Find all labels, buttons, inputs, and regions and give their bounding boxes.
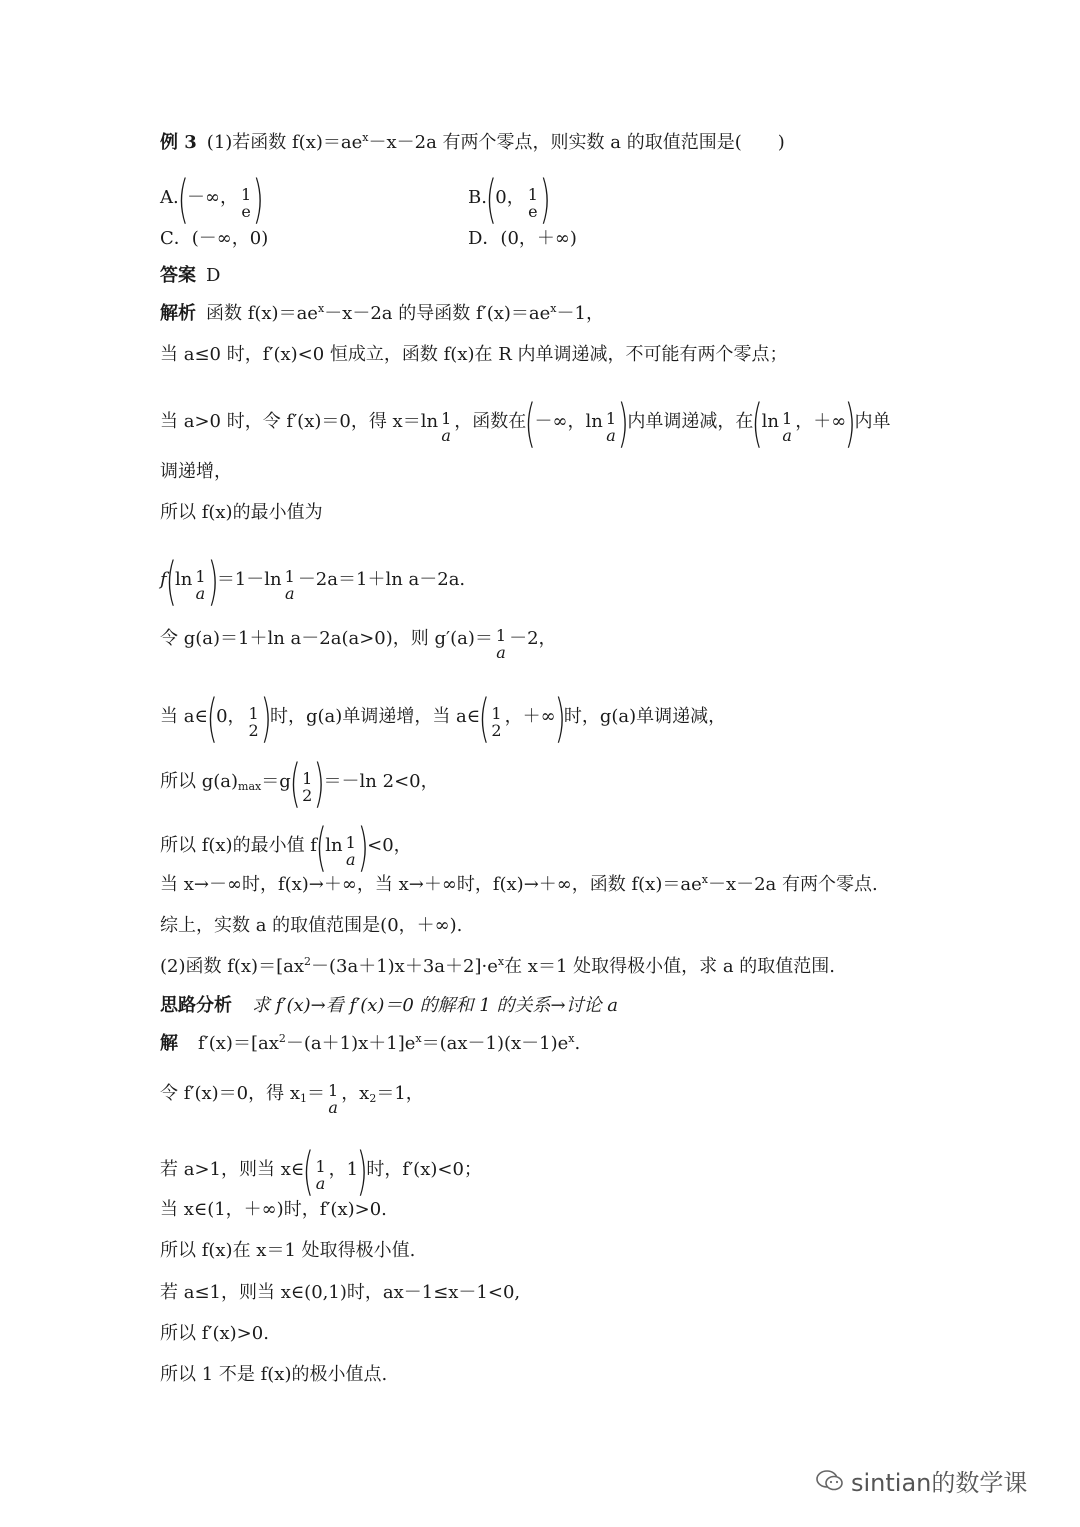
g-max: 所以 $g(a)_{max}=g$( 1 2 )＝－ln 2<0， bbox=[160, 754, 439, 814]
case-a-gt-1: 若 a>1，则当 x∈( 1 a ，1)时，f′(x)<0； bbox=[160, 1142, 482, 1202]
part-2-problem: (2)函数 $f(x)=[ax^2-(3a+1)x+3a+2]\cdot e^x$在 x＝1 处取得极小值，求 a 的取值范围. bbox=[160, 955, 836, 977]
increasing-note: 调递增， bbox=[160, 461, 232, 482]
option-c: C．(－∞，0) bbox=[160, 228, 269, 249]
g-definition: 令 g(a)＝1＋ln a－2a(a>0)，则 g′(a)＝ 1 a －2， bbox=[160, 626, 557, 662]
solution: 解 $f'(x)=[ax^2-(a+1)x+1]e^x=(ax-1)(x-1)e^x$. bbox=[160, 1032, 581, 1054]
not-minimum: 所以 1 不是 f(x)的极小值点. bbox=[160, 1364, 388, 1385]
answer: 答案 D bbox=[160, 265, 221, 286]
option-b: B.(0， 1 e ) bbox=[468, 170, 551, 230]
case-a-le-1: 若 a≤1，则当 x∈(0,1)时，ax－1≤x－1<0, bbox=[160, 1282, 521, 1303]
roots: 令 f′(x)＝0，得 $x_1=$ 1 a ，$x_2=1$， bbox=[160, 1081, 424, 1117]
case-a-le-0: 当 a≤0 时，f′(x)<0 恒成立，函数 f(x)在 R 内单调递减，不可能有两个零点； bbox=[160, 344, 788, 365]
analysis: 解析 函数 $f(x)=ae^x-x-2a$ 的导函数 $f'(x)=ae^x-1$， bbox=[160, 302, 604, 324]
min-value-intro: 所以 f(x)的最小值为 bbox=[160, 502, 323, 523]
example-title: 例 3 (1)若函数 $f(x)=ae^x-x-2a$ 有两个零点，则实数 a 的取值范围是( ) bbox=[160, 131, 785, 153]
derivative-positive: 所以 f′(x)>0. bbox=[160, 1323, 269, 1344]
case-a-gt-0: 当 a>0 时，令 f′(x)＝0，得 x＝ln 1 a ，函数在(－∞，ln 1 a )内单调递减，在(ln 1 a ，＋∞)内单 bbox=[160, 394, 891, 454]
option-a: A.(－∞， 1 e ) bbox=[160, 170, 264, 230]
g-monotonic: 当 a∈(0， 1 2 )时，g(a)单调递增，当 a∈( 1 2 ，＋∞)时，g(a)单调递减， bbox=[160, 689, 727, 749]
option-d: D．(0，＋∞) bbox=[468, 228, 577, 249]
f-min-negative: 所以 f(x)的最小值 f(ln 1 a )<0， bbox=[160, 818, 412, 878]
min-value-formula: f(ln 1 a )＝1－ln 1 a －2a＝1＋ln a－2a. bbox=[160, 552, 466, 612]
conclusion: 综上，实数 a 的取值范围是(0，＋∞). bbox=[160, 915, 463, 936]
minimum-at-1: 所以 f(x)在 x＝1 处取得极小值. bbox=[160, 1240, 416, 1261]
limits: 当 x→－∞时，f(x)→＋∞，当 x→＋∞时，f(x)→＋∞，函数 $f(x)=ae^x-x-2a$ 有两个零点. bbox=[160, 873, 878, 895]
idea-analysis: 思路分析 求 f′(x)→看 f′(x)＝0 的解和 1 的关系→讨论 a bbox=[160, 995, 619, 1016]
positive-derivative: 当 x∈(1，＋∞)时，f′(x)>0. bbox=[160, 1199, 387, 1220]
example-label: 例 3 bbox=[160, 132, 197, 153]
wechat-icon bbox=[815, 1468, 845, 1500]
watermark: sintian的数学课 bbox=[815, 1463, 1027, 1500]
